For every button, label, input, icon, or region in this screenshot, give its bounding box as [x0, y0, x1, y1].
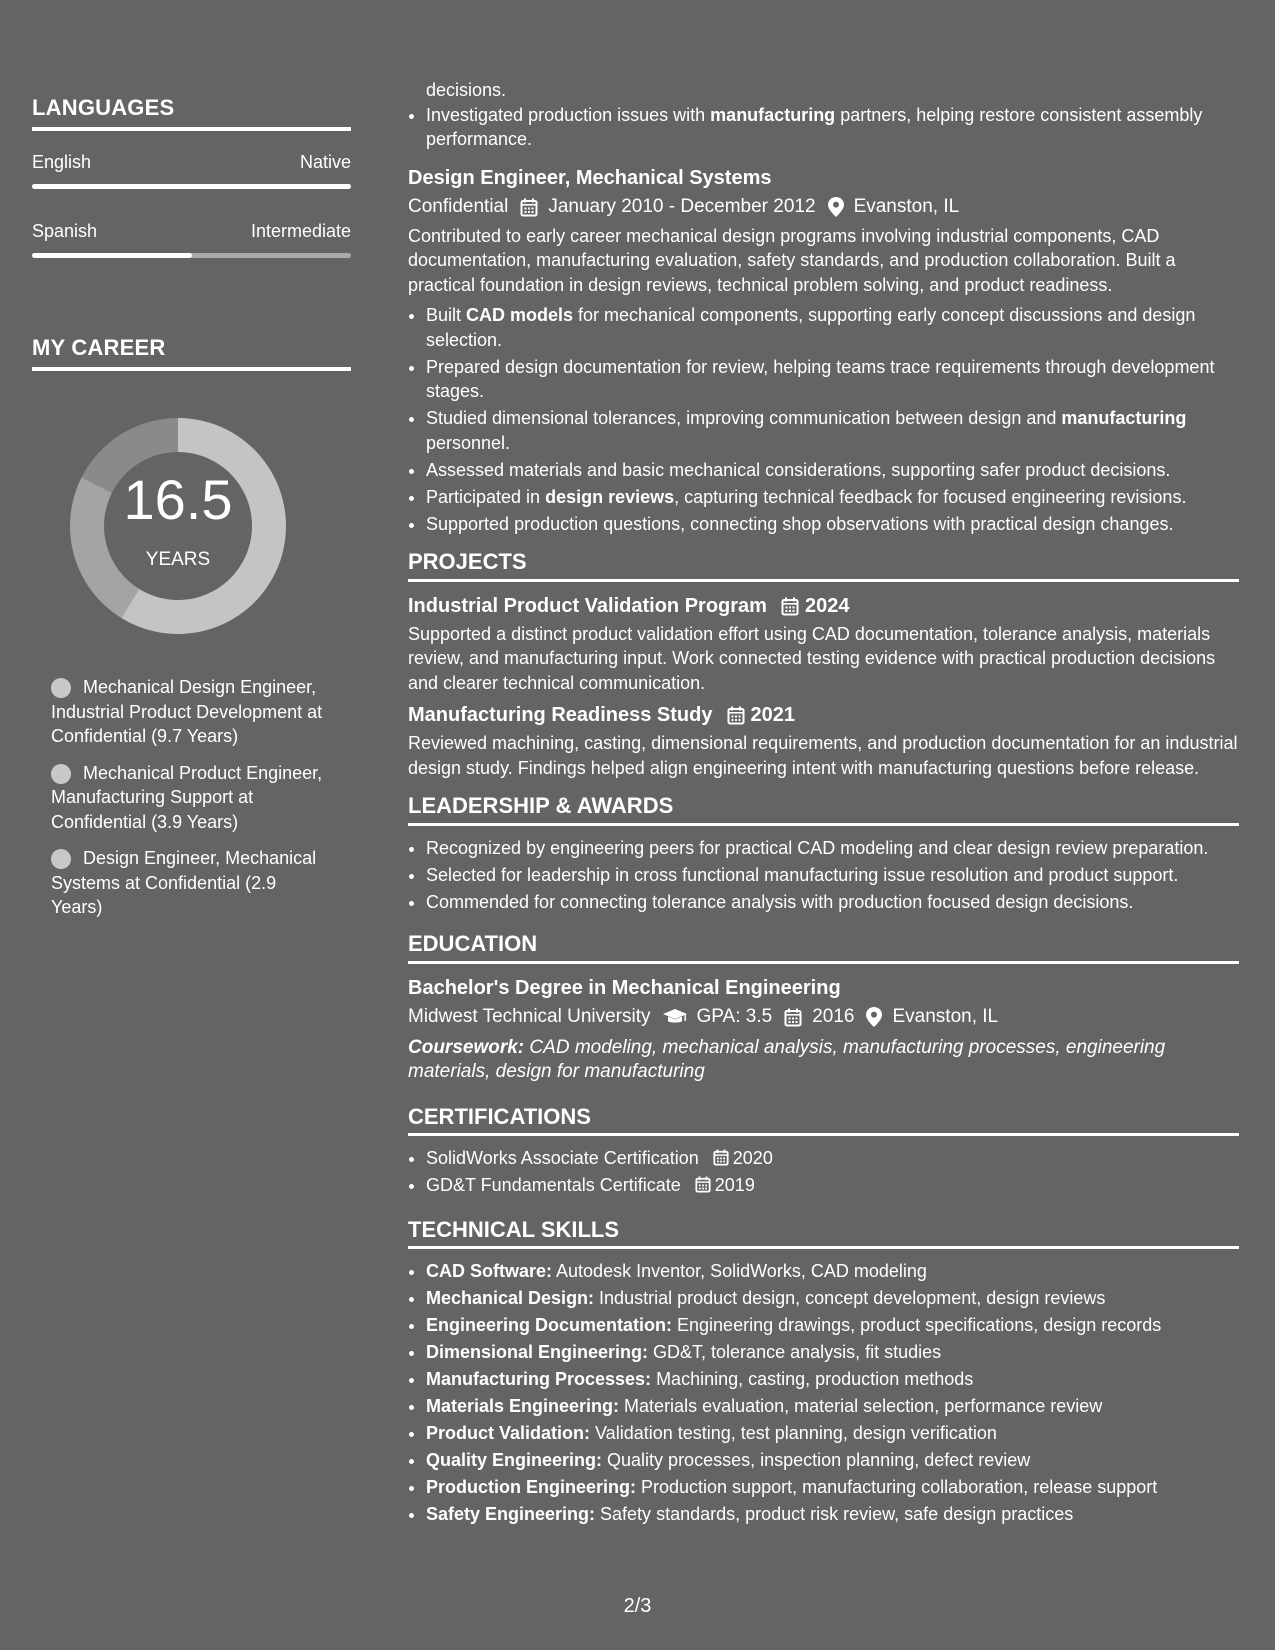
projects-heading: PROJECTS — [408, 550, 1239, 582]
coursework-text: CAD modeling, mechanical analysis, manufacturing processes, engineering materials, design for manufacturing — [408, 1036, 1166, 1082]
list-item: • Production Engineering: Production support, manufacturing collaboration, release support — [426, 1475, 1239, 1500]
degree-title: Bachelor's Degree in Mechanical Engineering — [408, 976, 841, 999]
legend-dot — [51, 849, 71, 869]
list-item: • Materials Engineering: Materials evaluation, material selection, performance review — [426, 1394, 1239, 1419]
list-item: • Investigated production issues with manufacturing partners, helping restore consistent assembly performance. — [426, 103, 1239, 152]
school-location: Evanston, IL — [892, 1005, 999, 1027]
certifications-list — [408, 1146, 1239, 1198]
career-item-text: Mechanical Design Engineer, Industrial Product Development at Confidential (9.7 Years) — [51, 677, 323, 746]
coursework-label: Coursework: — [408, 1036, 525, 1058]
list-item: • Supported production questions, connecting shop observations with practical design changes. — [426, 512, 1239, 537]
gpa: GPA: 3.5 — [696, 1005, 773, 1027]
career-total-years: 16.5 — [123, 468, 233, 531]
calendar-icon — [713, 1146, 729, 1171]
job-meta — [408, 192, 1239, 222]
calendar-icon — [727, 701, 745, 729]
list-item: • Built CAD models for mechanical components, supporting early concept discussions and design selection. — [426, 303, 1239, 352]
language-name: Spanish — [32, 221, 98, 241]
proficiency-fill — [32, 253, 192, 258]
list-item: • Dimensional Engineering: GD&T, tolerance analysis, fit studies — [426, 1340, 1239, 1365]
job-company: Confidential — [408, 195, 509, 217]
proficiency-bar — [32, 184, 351, 189]
list-item: • CAD Software: Autodesk Inventor, SolidWorks, CAD modeling — [426, 1259, 1239, 1284]
career-legend — [51, 675, 331, 932]
project-name: Manufacturing Readiness Study — [408, 704, 713, 726]
list-item: • Studied dimensional tolerances, improving communication between design and manufacturing personnel. — [426, 406, 1239, 455]
job-title: Design Engineer, Mechanical Systems — [408, 166, 772, 189]
proficiency-fill — [32, 184, 351, 189]
career-item-text: Design Engineer, Mechanical Systems at Confidential (2.9 Years) — [51, 848, 317, 917]
education-meta — [408, 1002, 1239, 1032]
proficiency-bar — [32, 253, 351, 258]
main-content — [408, 78, 1239, 1529]
legend-dot — [51, 764, 71, 784]
project-title — [408, 701, 1239, 729]
list-item: • Assessed materials and basic mechanical considerations, supporting safer product decisions. — [426, 458, 1239, 483]
career-legend-item — [51, 761, 331, 835]
education-heading: EDUCATION — [408, 932, 1239, 964]
career-legend-item — [51, 675, 331, 749]
leadership-heading: LEADERSHIP & AWARDS — [408, 794, 1239, 826]
list-item: • Manufacturing Processes: Machining, casting, production methods — [426, 1367, 1239, 1392]
languages-heading: LANGUAGES — [32, 95, 351, 131]
language-level: Native — [299, 152, 351, 172]
career-donut-chart — [65, 413, 291, 639]
cert-year: 2019 — [714, 1175, 755, 1195]
project-year: 2024 — [804, 594, 850, 617]
job-summary: Contributed to early career mechanical design programs involving industrial components, CAD documentation, manufacturing evaluation, safety standards, and production collaboration. Built a practical foundation in design reviews, technical problem solving, and product readiness. — [408, 225, 1176, 295]
language-level: Intermediate — [250, 221, 351, 241]
job-dates: January 2010 - December 2012 — [548, 195, 816, 217]
career-item-text: Mechanical Product Engineer, Manufacturing Support at Confidential (3.9 Years) — [51, 762, 323, 832]
calendar-icon — [784, 1002, 802, 1032]
job-location: Evanston, IL — [853, 195, 960, 217]
list-item: • Quality Engineering: Quality processes, inspection planning, defect review — [426, 1448, 1239, 1473]
list-item: • Mechanical Design: Industrial product design, concept development, design reviews — [426, 1286, 1239, 1311]
list-item — [426, 1173, 1239, 1198]
list-item: • Participated in design reviews, capturing technical feedback for focused engineering revisions. — [426, 485, 1239, 510]
list-item — [426, 1146, 1239, 1171]
language-english — [32, 152, 351, 189]
language-name: English — [32, 152, 92, 172]
project-description: Reviewed machining, casting, dimensional requirements, and production documentation for an industrial design study. Findings helped align engineering intent with manufacturing questions before release. — [408, 733, 1238, 778]
list-item: • Safety Engineering: Safety standards, product risk review, safe design practices — [426, 1502, 1239, 1527]
leadership-list — [408, 836, 1239, 915]
list-item: • Product Validation: Validation testing, test planning, design verification — [426, 1421, 1239, 1446]
school-name: Midwest Technical University — [408, 1005, 651, 1027]
career-legend-item — [51, 846, 331, 920]
carry-over-text: decisions. — [426, 80, 507, 100]
list-item: • Prepared design documentation for review, helping teams trace requirements through development stages. — [426, 355, 1239, 404]
page-number: 2/3 — [623, 1595, 652, 1617]
skills-heading: TECHNICAL SKILLS — [408, 1218, 1239, 1250]
certifications-heading: CERTIFICATIONS — [408, 1105, 1239, 1137]
language-spanish — [32, 221, 351, 258]
graduation-cap-icon — [663, 1002, 687, 1032]
calendar-icon — [520, 192, 538, 222]
list-item: • Commended for connecting tolerance analysis with production focused design decisions. — [426, 890, 1239, 915]
calendar-icon — [781, 592, 799, 620]
carry-over-list — [408, 103, 1239, 152]
list-item: • Recognized by engineering peers for practical CAD modeling and clear design review preparation. — [426, 836, 1239, 861]
career-total-unit: YEARS — [145, 549, 211, 570]
project-description: Supported a distinct product validation effort using CAD documentation, tolerance analysis, materials review, and manufacturing input. Work connected testing evidence with practical production decisions and clearer technical communication. — [408, 623, 1216, 693]
cert-year: 2020 — [732, 1148, 773, 1168]
project-year: 2021 — [750, 704, 795, 726]
location-pin-icon — [828, 192, 844, 222]
skills-list — [408, 1259, 1239, 1527]
list-item: • Selected for leadership in cross functional manufacturing issue resolution and product support. — [426, 863, 1239, 888]
coursework — [408, 1036, 1239, 1085]
project-name: Industrial Product Validation Program — [408, 594, 767, 617]
graduation-year: 2016 — [812, 1005, 855, 1027]
cert-name: • SolidWorks Associate Certification — [426, 1148, 699, 1168]
location-pin-icon — [866, 1002, 882, 1032]
cert-name: • GD&T Fundamentals Certificate — [426, 1175, 681, 1195]
project-title — [408, 592, 1239, 620]
legend-dot — [51, 678, 71, 698]
calendar-icon — [695, 1173, 711, 1198]
job-bullets — [408, 303, 1239, 536]
career-heading: MY CAREER — [32, 335, 351, 371]
list-item: • Engineering Documentation: Engineering drawings, product specifications, design records — [426, 1313, 1239, 1338]
